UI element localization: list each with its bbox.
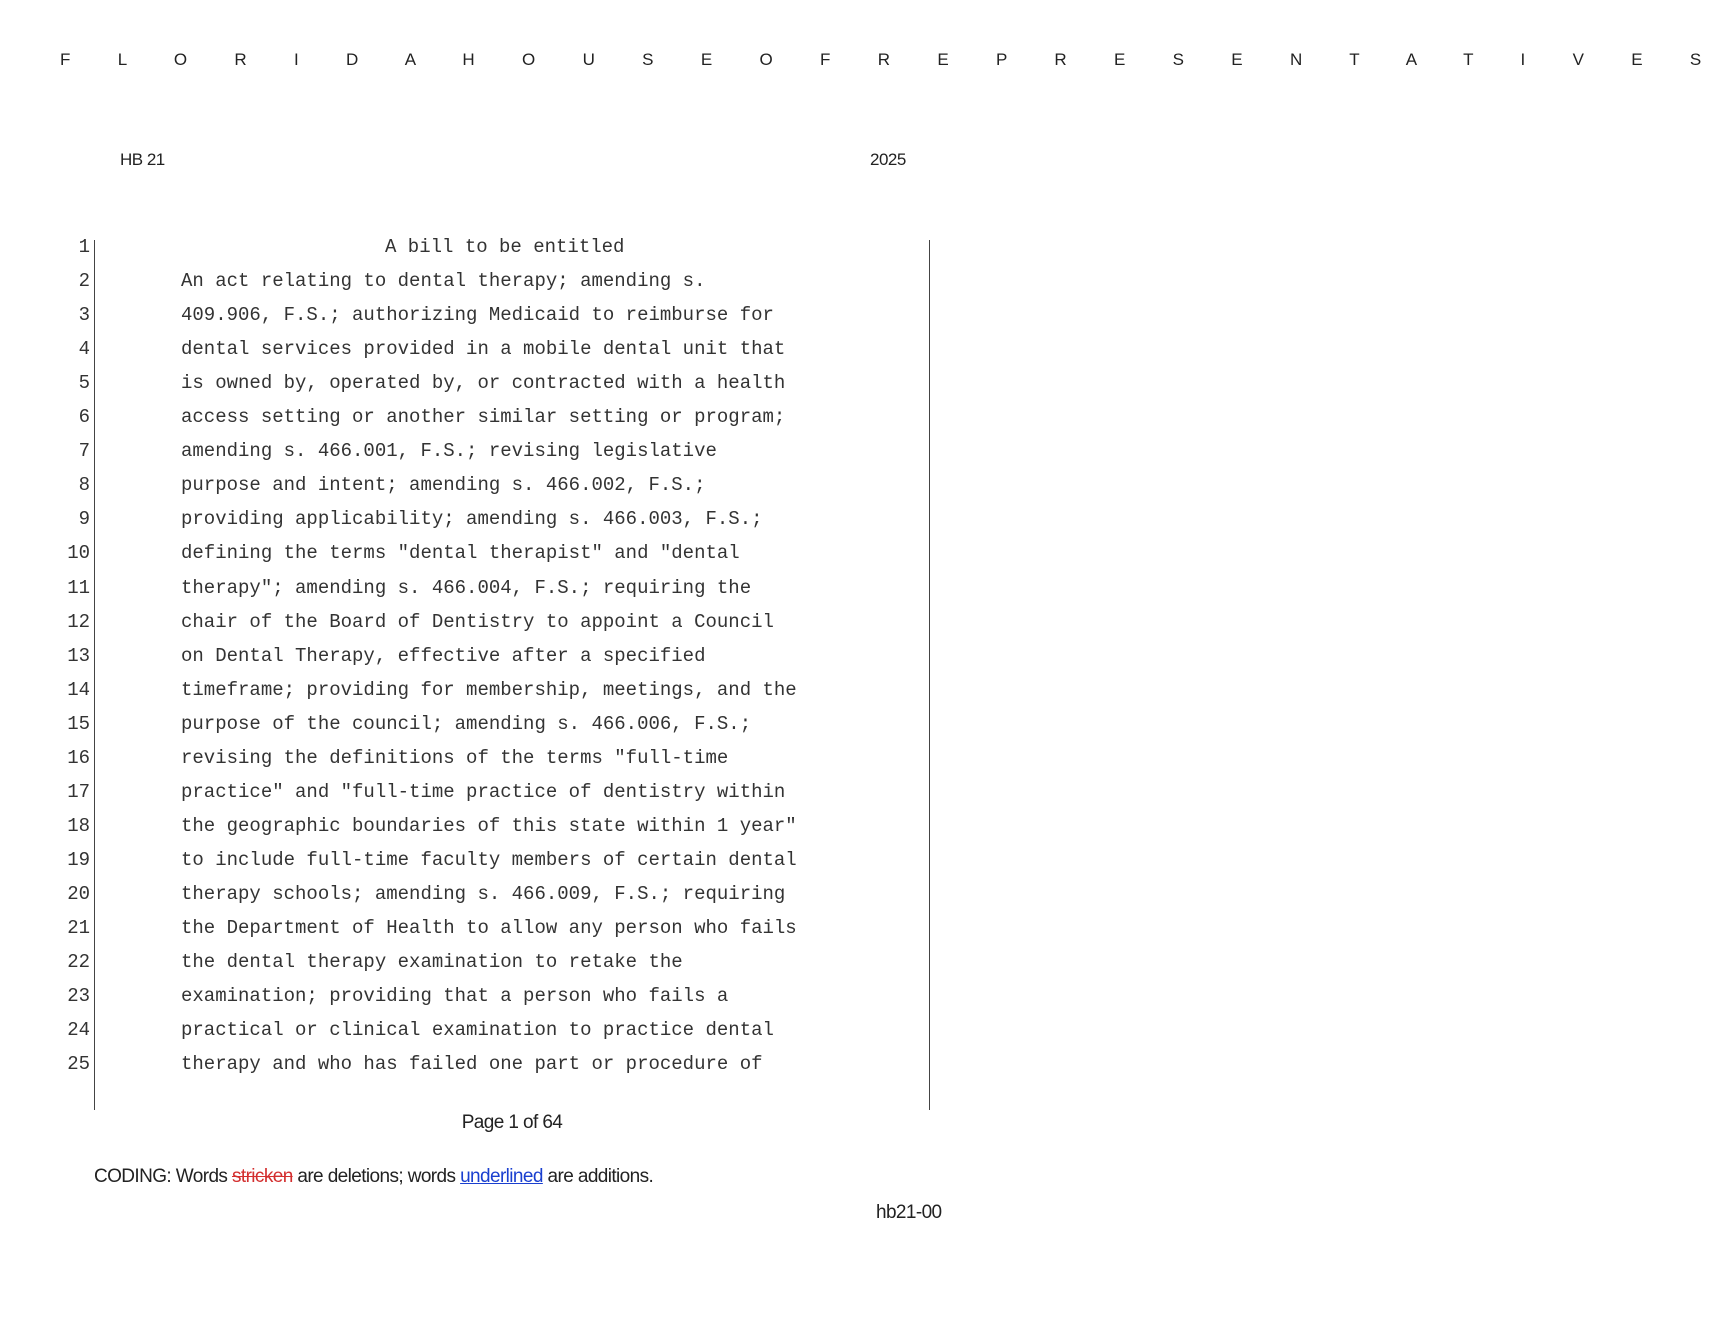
line-text: access setting or another similar setting or program; [181, 406, 786, 429]
bill-line [0, 849, 1024, 883]
bill-number: HB 21 [120, 150, 165, 169]
line-text: examination; providing that a person who fails a [181, 985, 729, 1008]
line-number: 5 [78, 372, 90, 395]
bill-line [0, 577, 1024, 611]
line-number: 18 [67, 814, 90, 837]
bill-line [0, 713, 1024, 747]
bill-line [0, 747, 1024, 781]
line-text: An act relating to dental therapy; amending s. [181, 270, 706, 293]
line-text: the Department of Health to allow any person who fails [181, 917, 797, 939]
bill-line [0, 883, 1024, 917]
bill-line [0, 781, 1024, 815]
line-number: 11 [67, 576, 90, 599]
line-number: 25 [67, 1053, 90, 1076]
line-number: 20 [67, 882, 90, 905]
line-number: 6 [78, 406, 90, 429]
line-text: chair of the Board of Dentistry to appoint a Council [181, 610, 774, 633]
line-text: amending s. 466.001, F.S.; revising legislative [181, 440, 717, 463]
line-number: 17 [67, 780, 90, 803]
bill-line [0, 679, 1024, 713]
line-text: timeframe; providing for membership, meetings, and the [181, 678, 797, 701]
line-number: 7 [78, 440, 90, 463]
line-number: 3 [78, 304, 90, 327]
line-number: 24 [67, 1019, 90, 1042]
line-text: defining the terms "dental therapist" and "dental [181, 542, 740, 565]
line-text: the dental therapy examination to retake the [181, 951, 683, 974]
bill-line [0, 338, 1024, 372]
line-text: to include full-time faculty members of certain dental [181, 848, 797, 871]
line-number: 12 [67, 610, 90, 633]
coding-legend [94, 1166, 653, 1188]
page-number: Page 1 of 64 [461, 1112, 563, 1133]
line-number: 8 [78, 474, 90, 497]
line-number: 21 [67, 917, 90, 939]
bill-line [0, 372, 1024, 406]
bill-line [0, 406, 1024, 440]
document-code: hb21-00 [876, 1202, 942, 1223]
line-number: 9 [78, 508, 90, 531]
line-text: 409.906, F.S.; authorizing Medicaid to reimburse for [181, 304, 774, 327]
line-number: 1 [78, 236, 90, 258]
line-number: 4 [78, 338, 90, 361]
line-number: 23 [67, 985, 90, 1008]
coding-stricken-sample: stricken [232, 1166, 293, 1187]
bill-line [0, 270, 1024, 304]
bill-line [0, 917, 1024, 951]
coding-prefix: CODING: Words [94, 1166, 232, 1187]
line-number: 10 [67, 542, 90, 565]
line-number: 2 [78, 270, 90, 293]
line-text: A bill to be entitled [385, 236, 625, 258]
line-number: 16 [67, 746, 90, 769]
line-text: purpose and intent; amending s. 466.002, F.S.; [181, 474, 706, 497]
bill-line [0, 951, 1024, 985]
bill-line [0, 1053, 1024, 1087]
bill-line [0, 236, 1024, 270]
bill-line [0, 304, 1024, 338]
bill-line [0, 508, 1024, 542]
coding-middle: are deletions; words [292, 1166, 461, 1187]
line-text: is owned by, operated by, or contracted with a health [181, 372, 786, 395]
line-text: the geographic boundaries of this state within 1 year" [181, 814, 797, 837]
bill-line [0, 474, 1024, 508]
line-number: 14 [67, 678, 90, 701]
line-text: dental services provided in a mobile dental unit that [181, 338, 786, 361]
chamber-header: F L O R I D A H O U S E O F R E P R E S E N T A T I V E S [60, 50, 1723, 69]
bill-year: 2025 [870, 150, 906, 169]
line-text: therapy schools; amending s. 466.009, F.S.; requiring [181, 882, 786, 905]
line-number: 13 [67, 644, 90, 667]
line-number: 19 [67, 848, 90, 871]
line-text: therapy and who has failed one part or procedure of [181, 1053, 763, 1076]
bill-line [0, 985, 1024, 1019]
bill-line [0, 542, 1024, 576]
coding-suffix: are additions. [542, 1166, 654, 1187]
line-text: on Dental Therapy, effective after a specified [181, 644, 706, 667]
bill-line [0, 440, 1024, 474]
line-text: therapy"; amending s. 466.004, F.S.; requiring the [181, 576, 752, 599]
line-text: revising the definitions of the terms "full-time [181, 746, 729, 769]
line-number: 15 [67, 712, 90, 735]
line-text: practice" and "full-time practice of dentistry within [181, 780, 786, 803]
bill-line [0, 1019, 1024, 1053]
bill-line [0, 611, 1024, 645]
line-text: practical or clinical examination to practice dental [181, 1019, 774, 1042]
line-text: purpose of the council; amending s. 466.006, F.S.; [181, 712, 752, 735]
line-number: 22 [67, 951, 90, 974]
coding-underlined-sample: underlined [460, 1166, 543, 1187]
bill-line [0, 645, 1024, 679]
line-text: providing applicability; amending s. 466.003, F.S.; [181, 508, 763, 531]
bill-line [0, 815, 1024, 849]
